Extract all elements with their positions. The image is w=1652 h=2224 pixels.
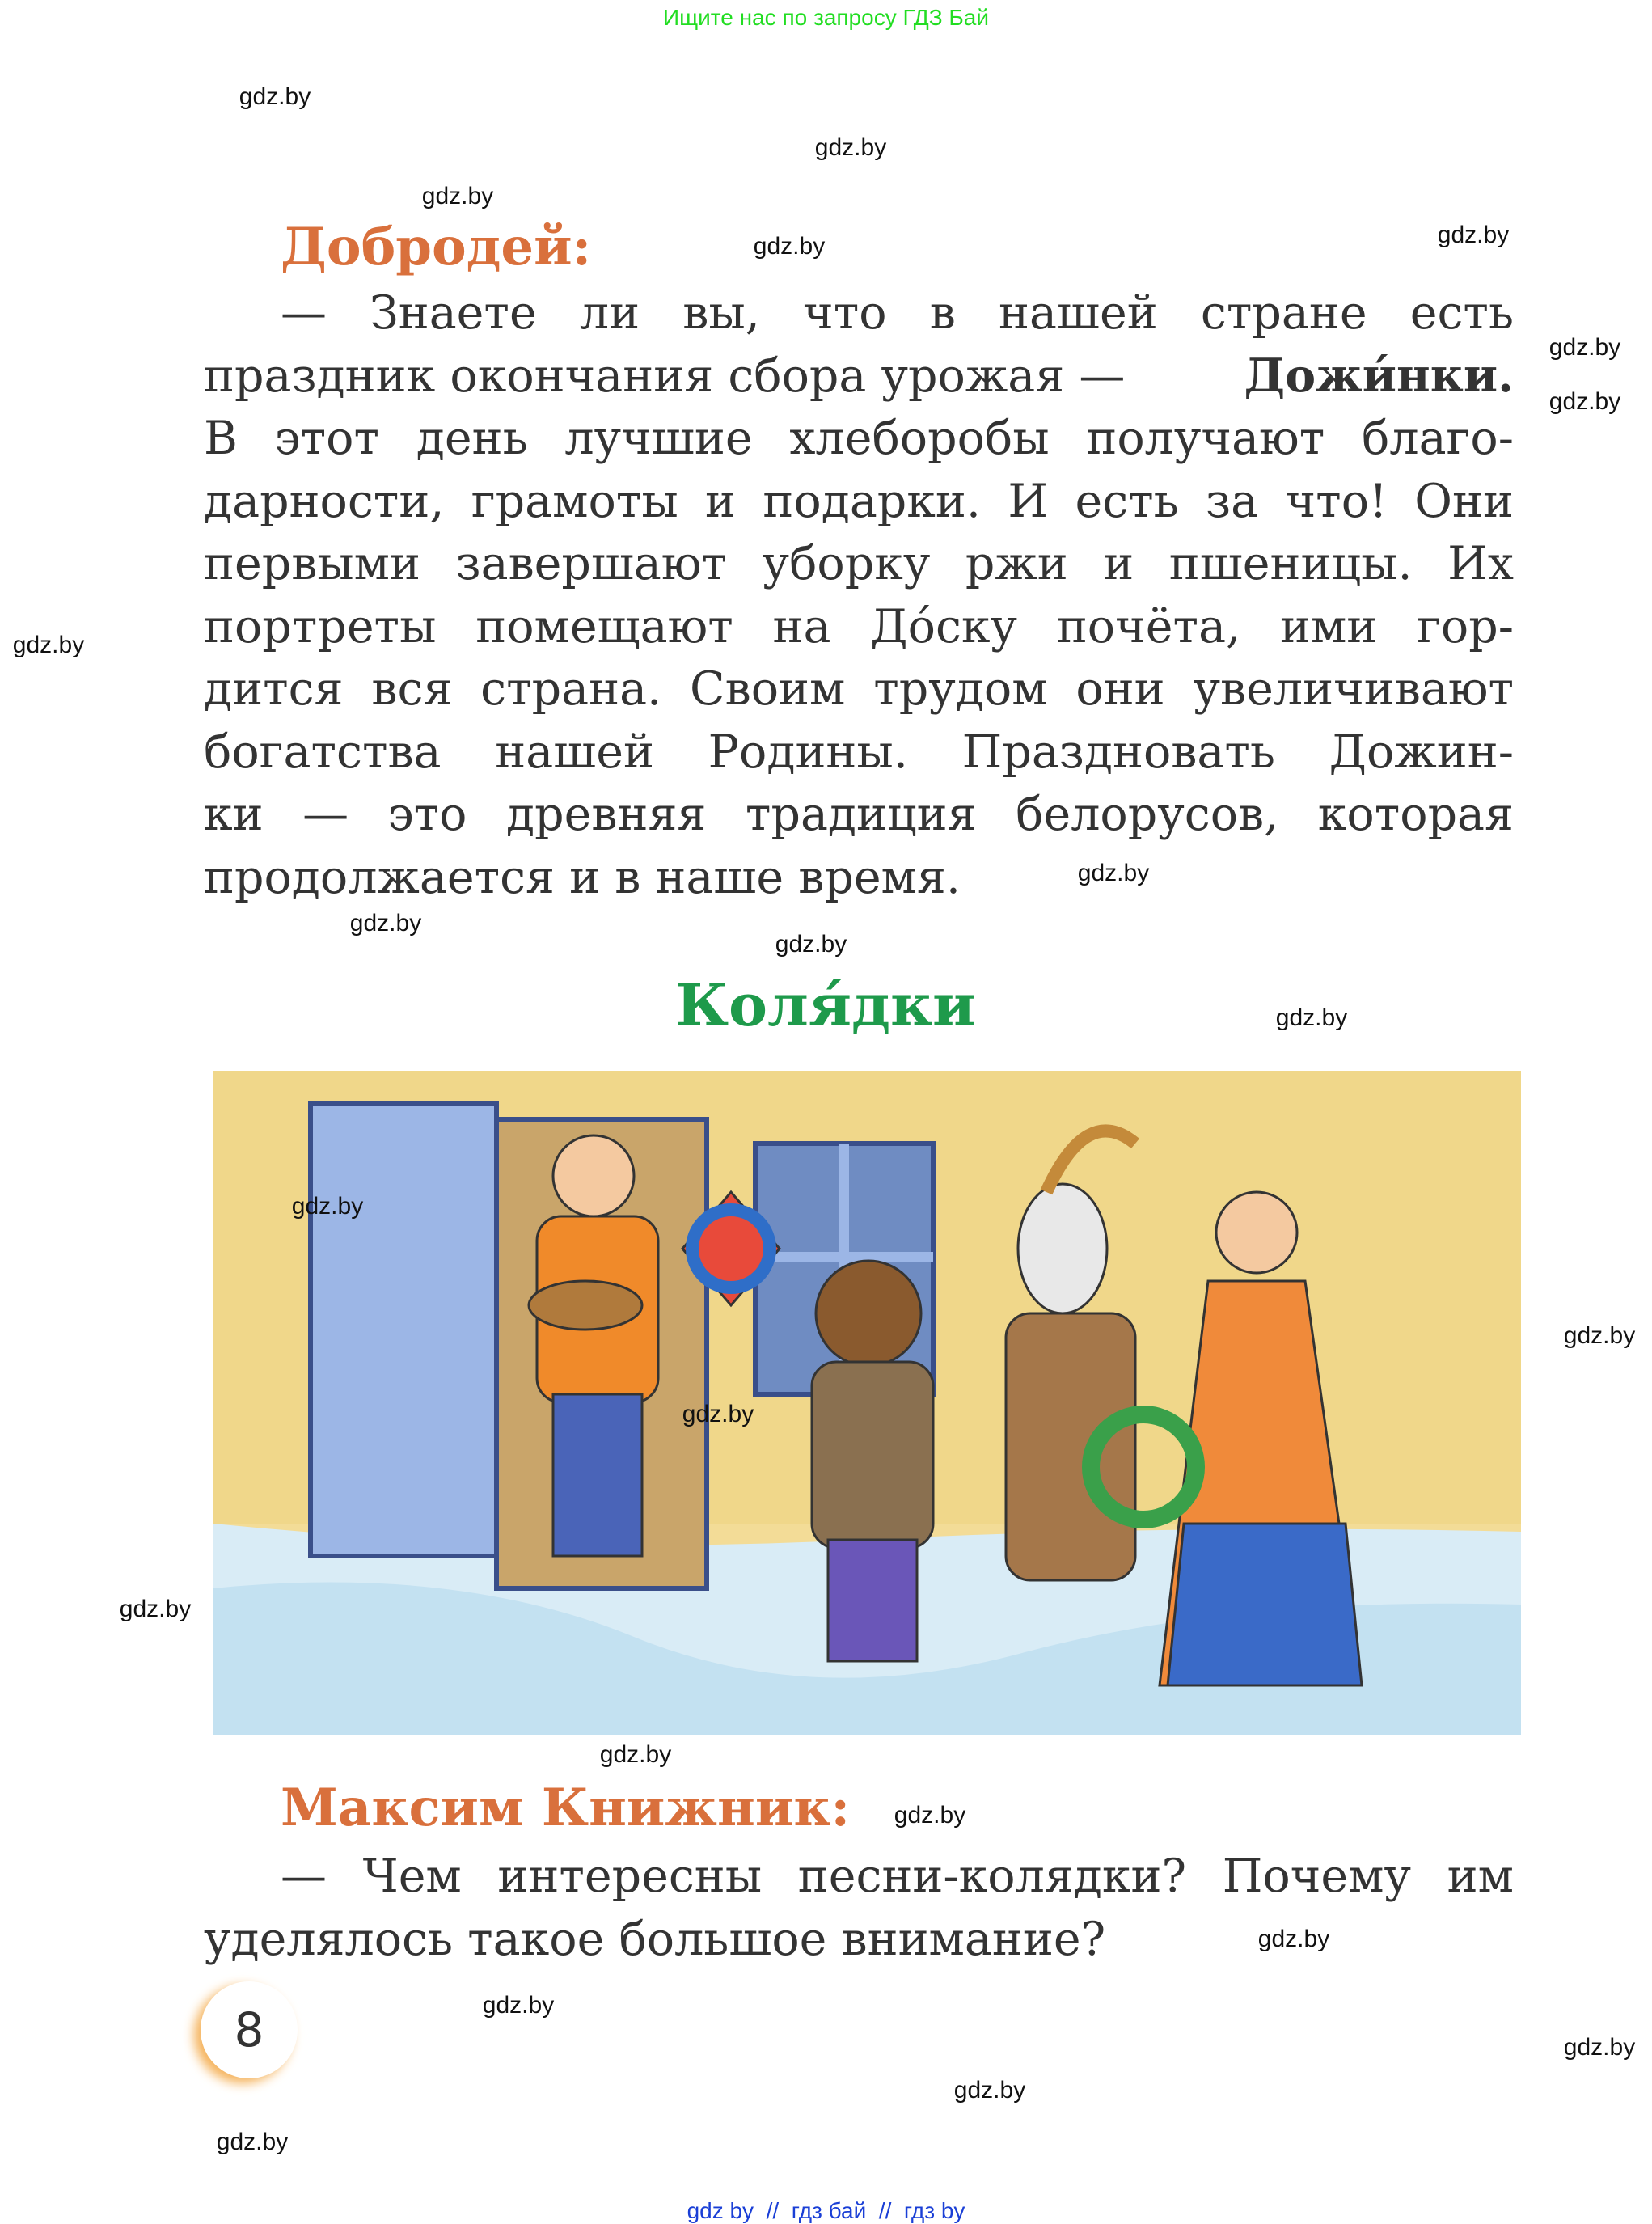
host-head <box>553 1135 634 1216</box>
bear-head <box>816 1261 921 1366</box>
text-line: уделялось такое большое внимание? <box>204 1913 1106 1966</box>
watermark: gdz.by <box>482 1992 555 2019</box>
bold-term: Дожи́нки. <box>1244 349 1514 403</box>
watermark: gdz.by <box>291 1193 364 1220</box>
watermark: gdz.by <box>216 2129 289 2155</box>
goat-coat <box>1006 1313 1135 1580</box>
goat-head <box>1018 1184 1107 1313</box>
text-line: В этот день лучшие хлеборобы получают благо- <box>204 412 1514 465</box>
text-line: ки — это древняя традиция белорусов, которая <box>204 788 1514 841</box>
search-banner[interactable]: Ищите нас по запросу ГДЗ Бай <box>662 5 990 30</box>
watermark: gdz.by <box>894 1802 966 1829</box>
watermark: gdz.by <box>12 632 85 658</box>
watermark: gdz.by <box>1563 1322 1636 1349</box>
text-line: первыми завершают уборку ржи и пшеницы. Их <box>204 537 1514 590</box>
watermark: gdz.by <box>349 910 422 937</box>
watermark: gdz.by <box>1077 860 1150 886</box>
text-line: — Чем интересны песни-колядки? Почему им <box>281 1850 1514 1903</box>
watermark: gdz.by <box>239 83 311 110</box>
speaker-name-maksim: Максим Книжник: <box>281 1778 851 1838</box>
watermark: gdz.by <box>775 931 847 958</box>
text-line <box>204 348 1514 404</box>
watermark: gdz.by <box>953 2077 1026 2103</box>
watermark: gdz.by <box>599 1741 672 1768</box>
text-line: дится вся страна. Своим трудом они увеличивают <box>204 662 1514 716</box>
watermark: gdz.by <box>119 1596 192 1622</box>
text-line: дарности, грамоты и подарки. И есть за что! Они <box>204 475 1514 528</box>
text-line: портреты помещают на До́ску почёта, ими гор- <box>204 600 1514 653</box>
section-title: Коля́дки <box>675 970 976 1039</box>
bear-body <box>812 1362 933 1548</box>
watermark: gdz.by <box>682 1401 754 1427</box>
watermark: gdz.by <box>1275 1004 1348 1031</box>
text-line-part: праздник окончания сбора урожая — <box>204 349 1126 403</box>
watermark: gdz.by <box>1437 222 1510 248</box>
watermark: gdz.by <box>1563 2034 1636 2061</box>
text-line: — Знаете ли вы, что в нашей стране есть <box>281 286 1514 340</box>
watermark: gdz.by <box>421 183 494 209</box>
watermark: gdz.by <box>1548 334 1621 361</box>
bread <box>529 1281 642 1330</box>
text-line: богатства нашей Родины. Праздновать Дожин- <box>204 725 1514 779</box>
watermark: gdz.by <box>814 134 887 161</box>
text-line: продолжается и в наше время. <box>204 851 961 904</box>
speaker-name-dobrodey: Добродей: <box>281 217 592 277</box>
carolers-illustration <box>213 1071 1521 1735</box>
footer-links[interactable]: gdz by // гдз бай // гдз by <box>687 2198 965 2223</box>
watermark: gdz.by <box>1548 388 1621 415</box>
watermark: gdz.by <box>1257 1926 1330 1952</box>
door <box>311 1103 496 1556</box>
page-number: 8 <box>201 1981 298 2078</box>
watermark: gdz.by <box>753 233 826 260</box>
girl-head <box>1216 1192 1297 1273</box>
